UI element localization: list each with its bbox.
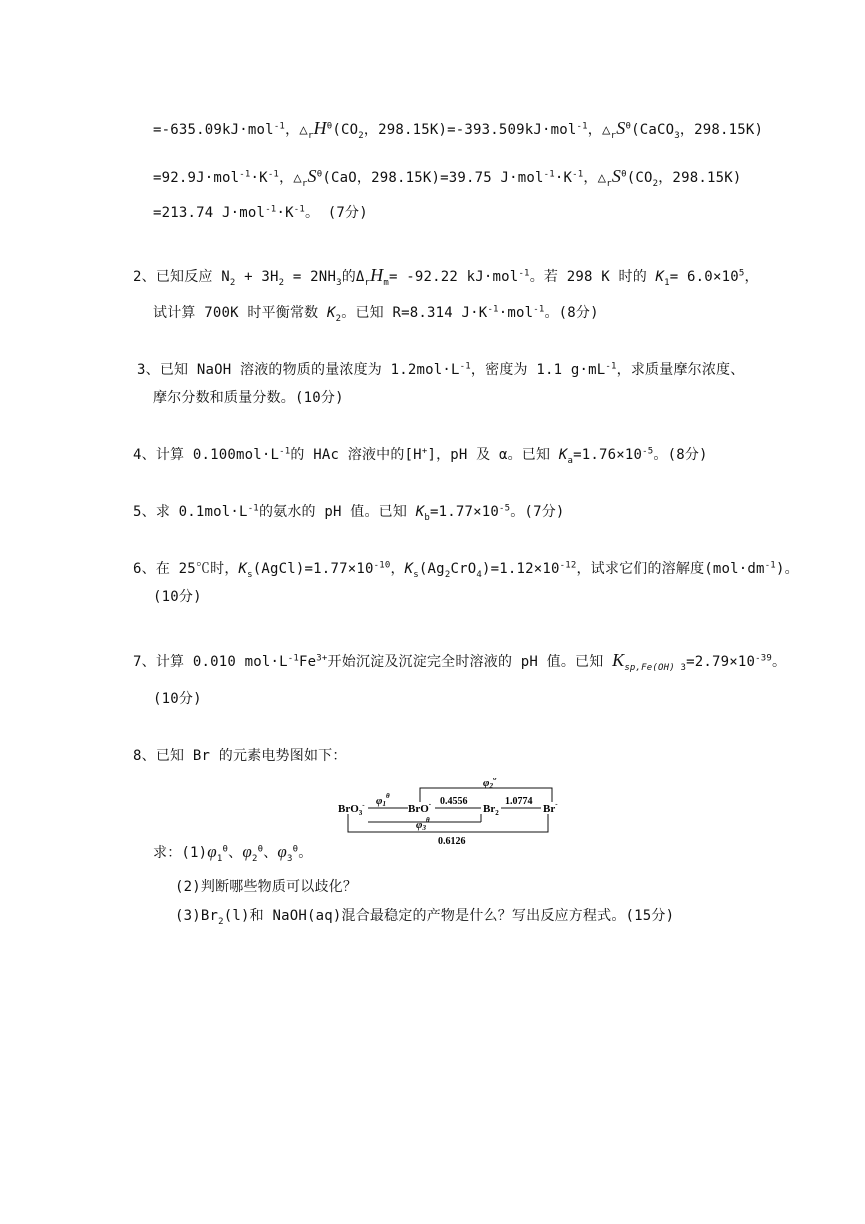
q6-line-1: 6、在 25℃时，$K_s(AgCl)=1.77\times 10^{-10}$，$K_s(Ag_2CrO_4)=1.12\times 10^{-12}$，试求它们的溶解度$(mol\cdot dm^{-1})$。 <box>133 560 799 580</box>
svg-text:φ1θ: $\varphi 1^\theta$ <box>376 792 390 808</box>
q1-line-1: =-635.09kJ·mol$^{-1}$，$\triangle_rH^\theta(CO_2$，298.15K)=-393.509kJ·mol$^{-1}$，$\triangle_rS^\theta(CaCO_3$，298.15K) <box>153 118 764 141</box>
q8-part-2: (2)判断哪些物质可以歧化？ <box>175 879 358 895</box>
svg-text:Br2: $Br_2$ <box>483 803 499 817</box>
q6-line-2: (10分) <box>153 589 202 605</box>
svg-text:BrO3-: BrO$_3$- <box>338 801 365 817</box>
q1-line-3: =213.74 $J\cdot mol^{-1}\cdot K^{-1}$。 (7分) <box>153 204 368 221</box>
q2-line-2: 试计算 700K 时平衡常数 $K_2$。已知 R=8.314 $J\cdot K^{-1}\cdot mol^{-1}$。(8分) <box>153 304 599 324</box>
q4-line: 4、计算 $0.100mol\cdot L^{-1}$的 HAc 溶液中的[H+]，pH 及 α。已知 $K_a=1.76\times 10^{-5}$。(8分) <box>133 446 708 466</box>
q2-line-1: 2、已知反应 $N_2 + 3H_2 = 2NH_3$的$\Delta_rH_m= -92.22$ kJ·mol$^{-1}$。若 298 K 时的 $K_1= 6.0\times 10^5$， <box>133 265 759 288</box>
q3-line-1: 3、已知 NaOH 溶液的物质的量浓度为 $1.2mol\cdot L^{-1}$，密度为 1.1 $g\cdot mL^{-1}$，求质量摩尔浓度、 <box>137 361 745 378</box>
bromine-potential-diagram <box>338 778 568 848</box>
svg-text:0.4556: 0.4556 <box>440 796 468 807</box>
svg-text:φ2θ: $\varphi 2^\theta$ <box>483 778 497 790</box>
q7-line-2: (10分) <box>153 691 202 707</box>
q5-line: 5、求 $0.1mol\cdot L^{-1}$的氨水的 pH 值。已知 $K_b=1.77\times 10^{-5}$。(7分) <box>133 503 565 523</box>
q8-line: 8、已知 Br 的元素电势图如下： <box>133 748 347 764</box>
q3-line-2: 摩尔分数和质量分数。(10分) <box>153 390 344 406</box>
q8-part-3: $(3)Br_2(l)$和 NaOH(aq)混合最稳定的产物是什么？写出反应方程式。(15分) <box>175 908 675 927</box>
svg-text:φ3θ: $\varphi 3^\theta$ <box>416 816 430 832</box>
q8-ask: 求：$(1)\varphi_1^\theta$、$\varphi_2^\theta$、$\varphi_3^\theta$。 <box>153 842 313 864</box>
svg-text:BrO-: BrO- <box>408 800 432 815</box>
svg-text:1.0774: 1.0774 <box>505 796 533 807</box>
q7-line-1: 7、计算 0.010 $mol\cdot L^{-1}Fe^{3+}$开始沉淀及沉淀完全时溶液的 pH 值。已知 $K_{sp,Fe(OH) 3}=2.79\times 10^{-39}$。 <box>133 650 787 673</box>
q1-line-2: $=92.9J\cdot mol^{-1}\cdot K^{-1}$，$\triangle_rS^\theta(CaO$，298.15K)=39.75 $J\cdot mol^{-1}\cdot K^{-1}$，$\triangle_rS^\theta(CO_2$，298.15K) <box>153 166 742 189</box>
svg-text:0.6126: 0.6126 <box>438 836 466 847</box>
svg-text:Br-: Br- <box>543 800 558 815</box>
